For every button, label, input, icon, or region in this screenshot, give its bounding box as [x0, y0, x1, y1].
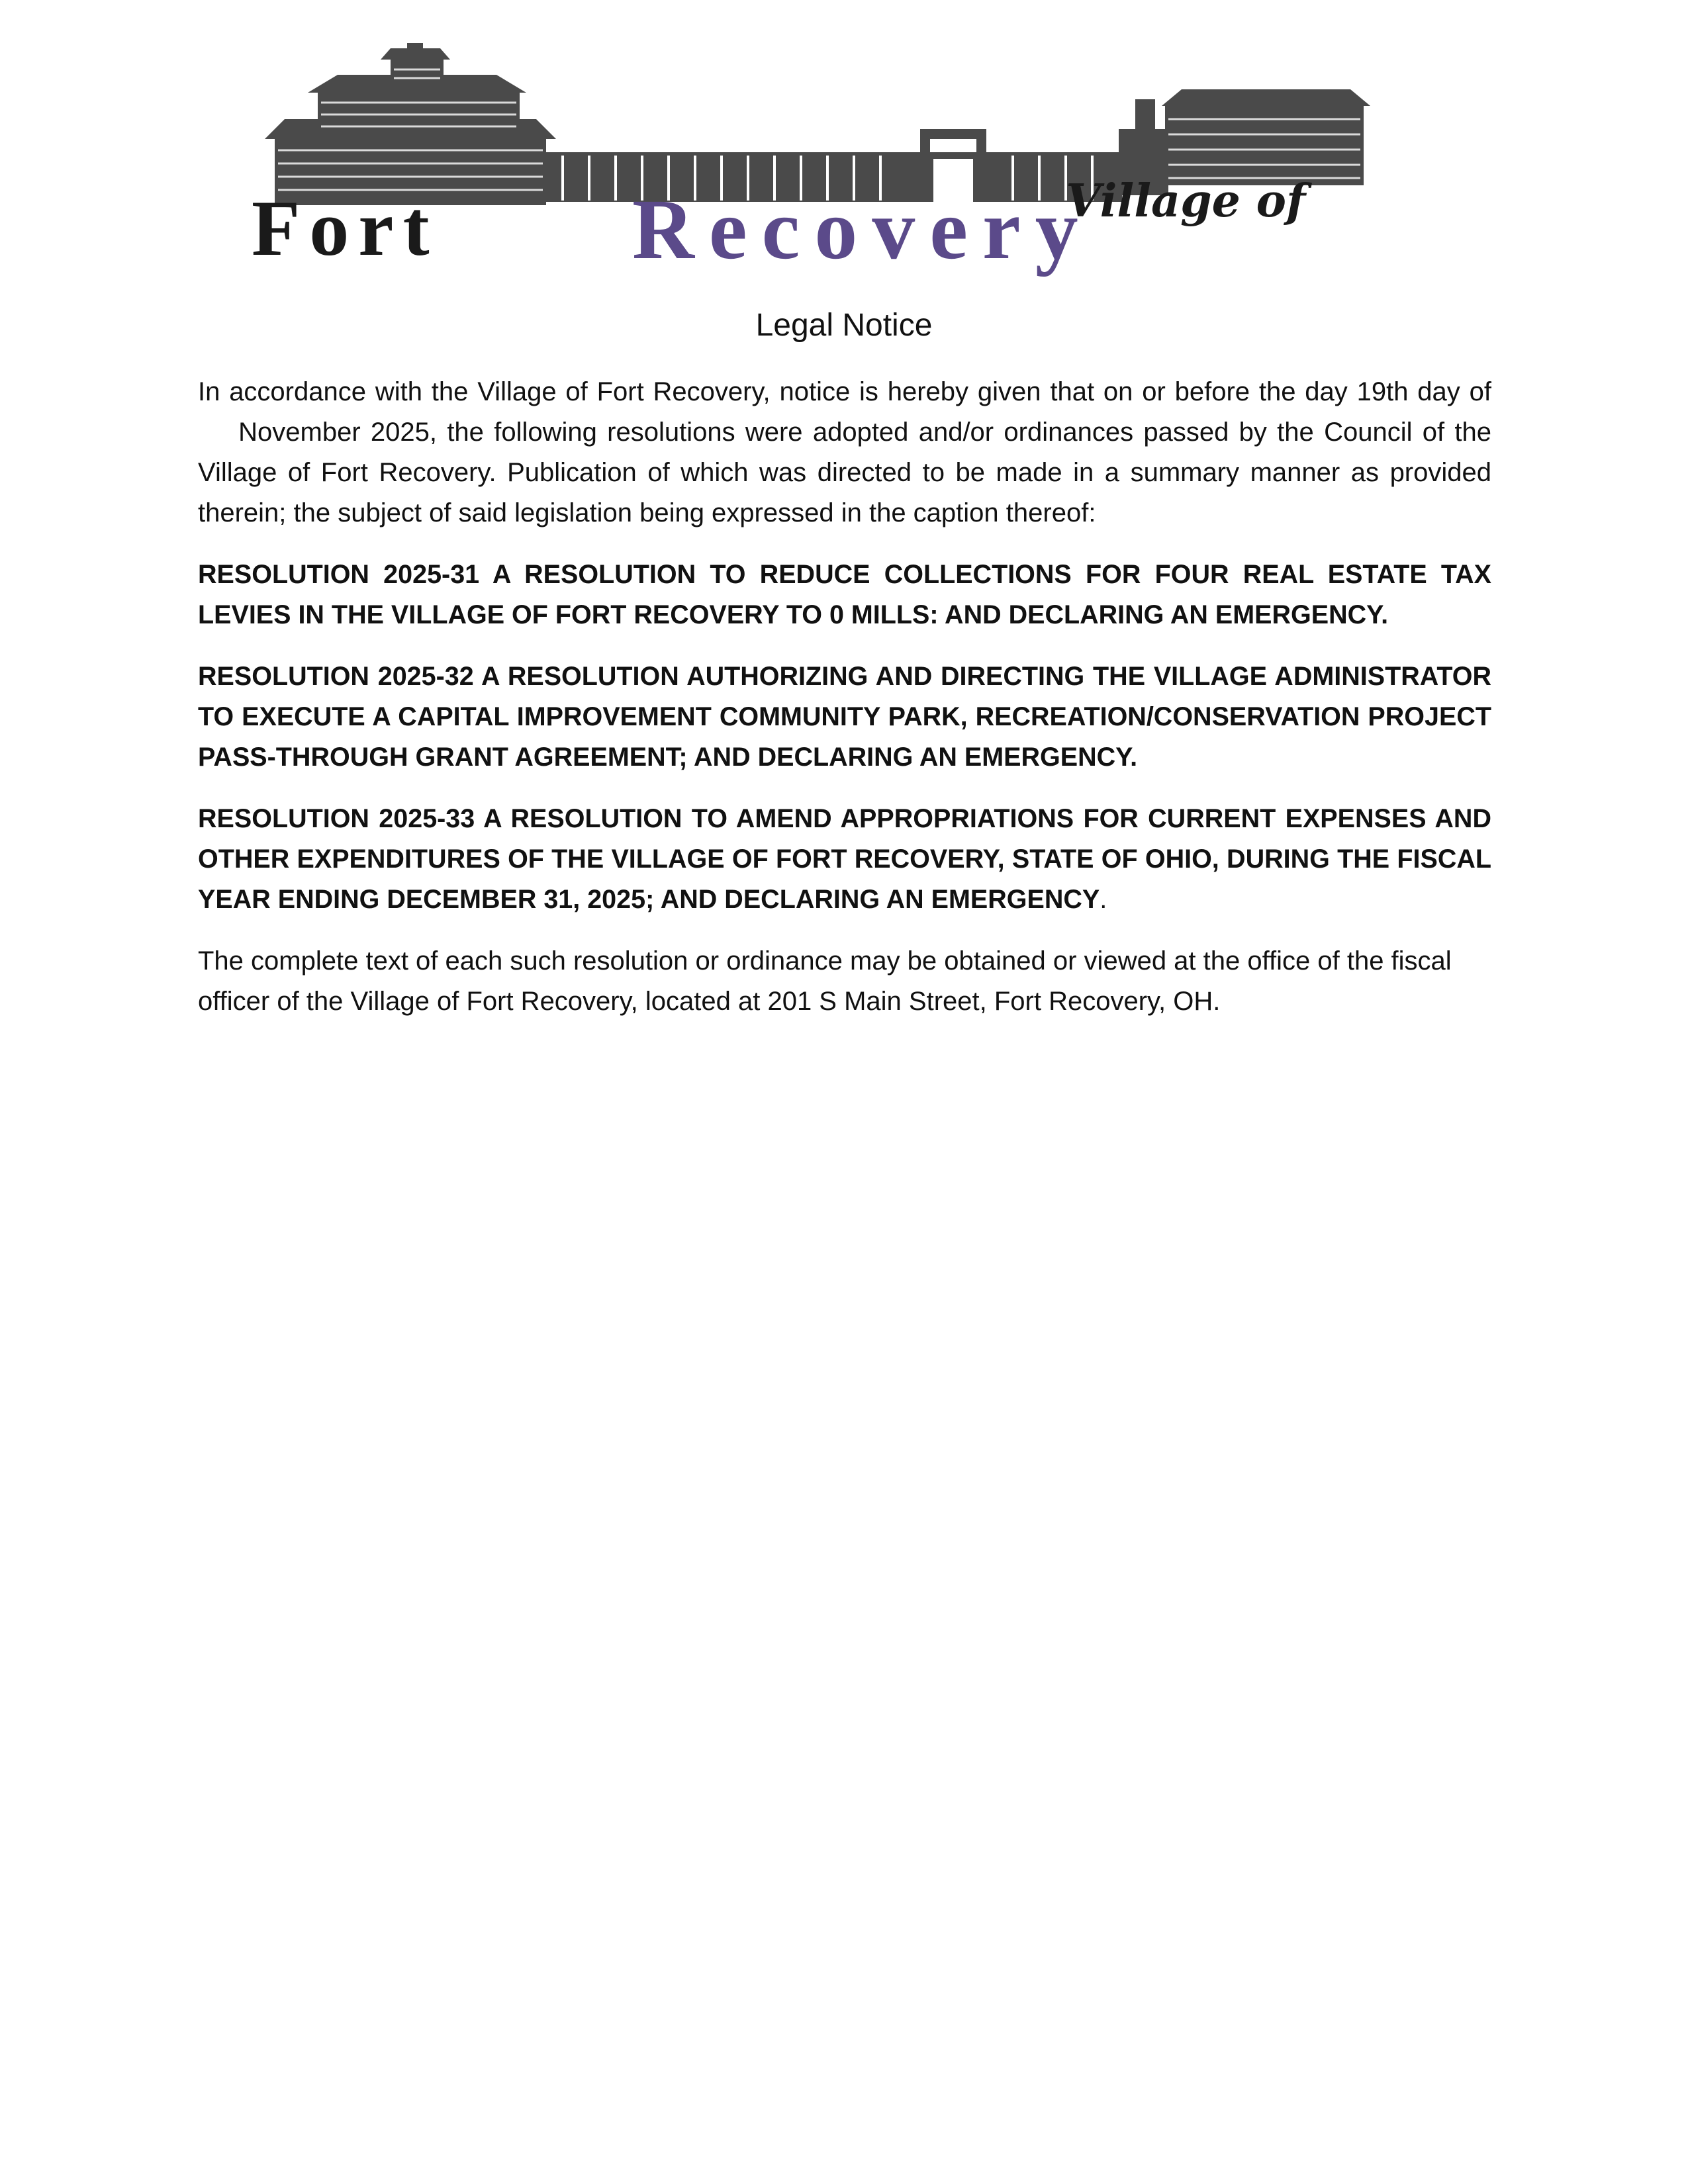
resolution-item: RESOLUTION 2025-31 A RESOLUTION TO REDUCE COLLECTIONS FOR FOUR REAL ESTATE TAX LEVIES IN THE VILLAGE OF FORT RECOVERY TO 0 MILLS: AND DECLARING AN EMERGENCY. [198, 560, 1491, 629]
page-title: Legal Notice [755, 308, 933, 343]
logo-recovery-word: Recovery [632, 182, 1093, 277]
village-logo [245, 36, 1383, 285]
intro-text-part-1: In accordance with the Village of Fort Recovery, notice is hereby given that on or before the day 19th day of [198, 377, 1491, 406]
resolution-item: RESOLUTION 2025-32 A RESOLUTION AUTHORIZING AND DIRECTING THE VILLAGE ADMINISTRATOR TO EXECUTE A CAPITAL IMPROVEMENT COMMUNITY PARK, RECREATION/CONSERVATION PROJECT PASS-THROUGH GRANT AGREEMENT; AND DECLARING AN EMERGENCY. [198, 662, 1491, 772]
closing-paragraph: The complete text of each such resolution or ordinance may be obtained or viewed at the office of the fiscal officer of the Village of Fort Recovery, located at 201 S Main Street, Fort Recovery, OH. [198, 946, 1452, 1016]
intro-paragraph [198, 372, 1491, 533]
notice-body [198, 372, 1491, 1043]
logo-fort-word: Fort [252, 184, 439, 272]
fort-building-icon [245, 36, 1383, 285]
intro-text-part-2: November 2025, the following resolutions were adopted and/or ordinances passed by the Council of the Village of Fort Recovery. Publication of which was directed to be made in a summary manner as provided therein; the subject of said legislation being expressed in the caption thereof: [198, 418, 1491, 527]
logo-village-of: Village of [1066, 175, 1306, 228]
resolution-trailing-period: . [1100, 885, 1107, 914]
resolution-item [198, 799, 1491, 920]
resolution-text: RESOLUTION 2025-33 A RESOLUTION TO AMEND APPROPRIATIONS FOR CURRENT EXPENSES AND OTHER EXPENDITURES OF THE VILLAGE OF FORT RECOVERY, STATE OF OHIO, DURING THE FISCAL YEAR ENDING DECEMBER 31, 2025; AND DECLARING AN EMERGENCY [198, 804, 1491, 914]
